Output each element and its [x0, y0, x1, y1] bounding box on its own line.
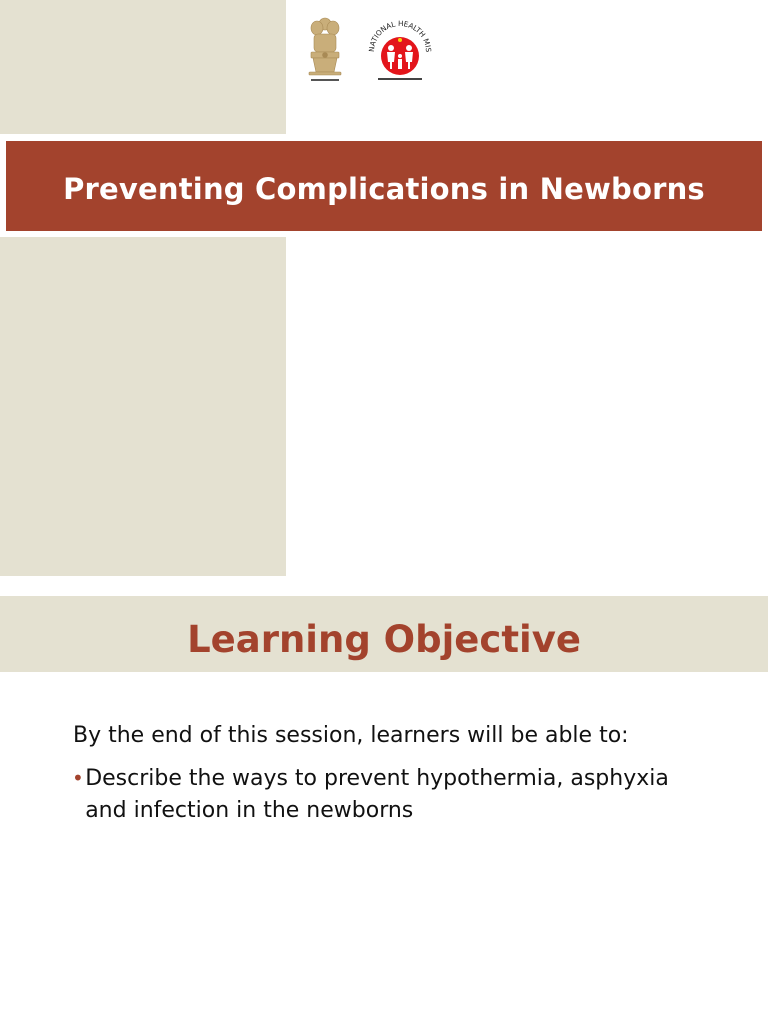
decorative-panel-middle: [0, 237, 286, 576]
section-heading-band: [0, 596, 768, 672]
national-health-mission-logo: [364, 16, 436, 86]
slide-title: Preventing Complications in Newborns: [63, 172, 705, 206]
bullet-text: Describe the ways to prevent hypothermia, asphyxia and infection in the newborns: [85, 766, 669, 823]
bullet-marker: •: [72, 766, 84, 790]
svg-text:NATIONAL HEALTH MISSION: NATIONAL HEALTH MIS: [366, 18, 434, 53]
title-banner: [6, 141, 762, 231]
objective-list: [72, 763, 692, 827]
decorative-panel-top: [0, 0, 286, 134]
national-emblem-logo: [303, 14, 347, 86]
list-item: [72, 763, 692, 827]
intro-text: By the end of this session, learners will be able to:: [73, 723, 629, 748]
section-heading: Learning Objective: [187, 617, 581, 661]
